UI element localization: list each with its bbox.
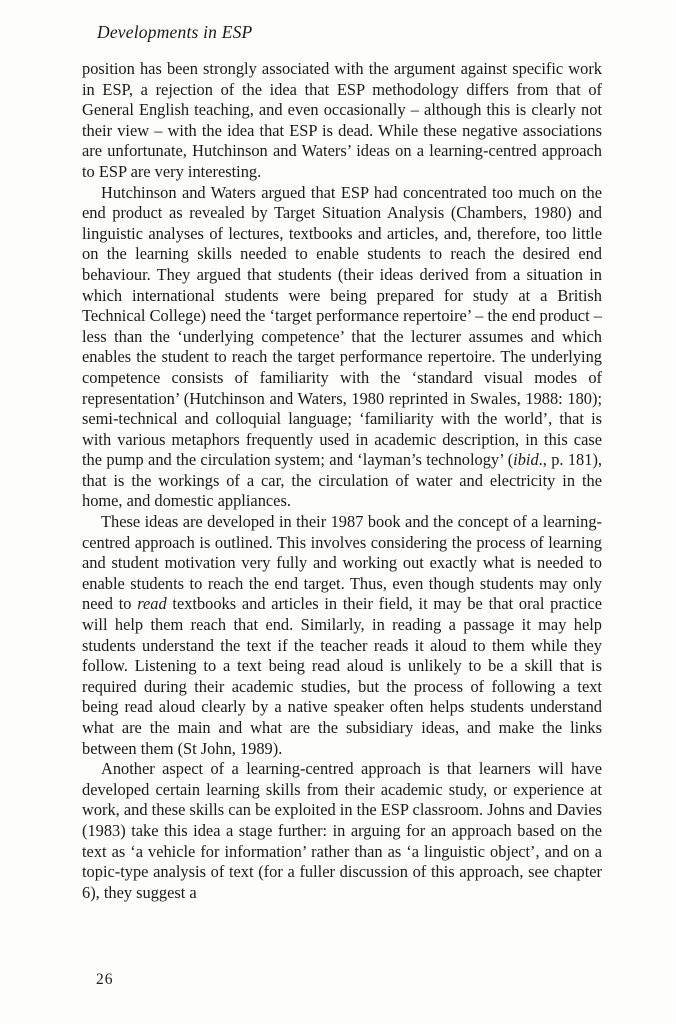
paragraph (82, 59, 602, 183)
body-text: Another aspect of a learning-centred approach is that learners will have developed certain learning skills from their academic study, or experience at work, and these skills can be exploited in the ESP classroom. Johns and Davies (1983) take this idea a stage further: in arguing for an approach based on the text as ‘a vehicle for information’ rather than as ‘a linguistic object’, and on a topic-type analysis of text (for a fuller discussion of this approach, see chapter 6), they suggest a (82, 759, 602, 902)
paragraph (82, 759, 602, 903)
italic-text: read (137, 594, 167, 614)
paragraph (82, 512, 602, 759)
text-block (82, 59, 602, 903)
body-text: Hutchinson and Waters argued that ESP had concentrated too much on the end product as revealed by Target Situation Analysis (Chambers, 1980) and linguistic analyses of lectures, textbooks and articles, and, therefore, too little on the learning skills needed to enable students to reach the desired end behaviour. They argued that students (their ideas derived from a situation in which international students were being prepared for study at a British Technical College) need the ‘target performance repertoire’ – the end product – less than the ‘underlying competence’ that the lecturer assumes and which enables the student to reach the target performance repertoire. The underlying competence consists of familiarity with the ‘standard visual modes of representation’ (Hutchinson and Waters, 1980 reprinted in Swales, 1988: 180); semi-technical and colloquial language; ‘familiarity with the world’, that is with various metaphors frequently used in academic description, in this case the pump and the circulation system; and ‘layman’s technology’ ( (82, 182, 602, 470)
paragraph (82, 183, 602, 513)
body-text: ., p. 181), that is the workings of a car, the circulation of water and electricity in the home, and domestic appliances. (82, 450, 602, 511)
body-text: textbooks and articles in their field, it may be that oral practice will help them reach that end. Similarly, in reading a passage it may help students understand the text if the teacher reads it aloud to them while they follow. Listening to a text being read aloud is unlikely to be a skill that is required during their academic studies, but the process of following a text being read aloud clearly by a native speaker often helps students understand what are the main and what are the subsidiary ideas, and make the links between them (St John, 1989). (82, 594, 602, 758)
running-header: Developments in ESP (97, 22, 253, 42)
italic-text: ibid (513, 450, 539, 470)
body-text: These ideas are developed in their 1987 book and the concept of a learning-centred approach is outlined. This involves considering the process of learning and student motivation very fully and working out exactly what is needed to enable students to reach the end target. Thus, even though students may only need to (82, 512, 602, 614)
body-text: position has been strongly associated with the argument against specific work in ESP, a rejection of the idea that ESP methodology differs from that of General English teaching, and even occasionally – although this is clearly not their view – with the idea that ESP is dead. While these negative associations are unfortunate, Hutchinson and Waters’ ideas on a learning-centred approach to ESP are very interesting. (82, 59, 602, 181)
page-number: 26 (96, 971, 114, 988)
